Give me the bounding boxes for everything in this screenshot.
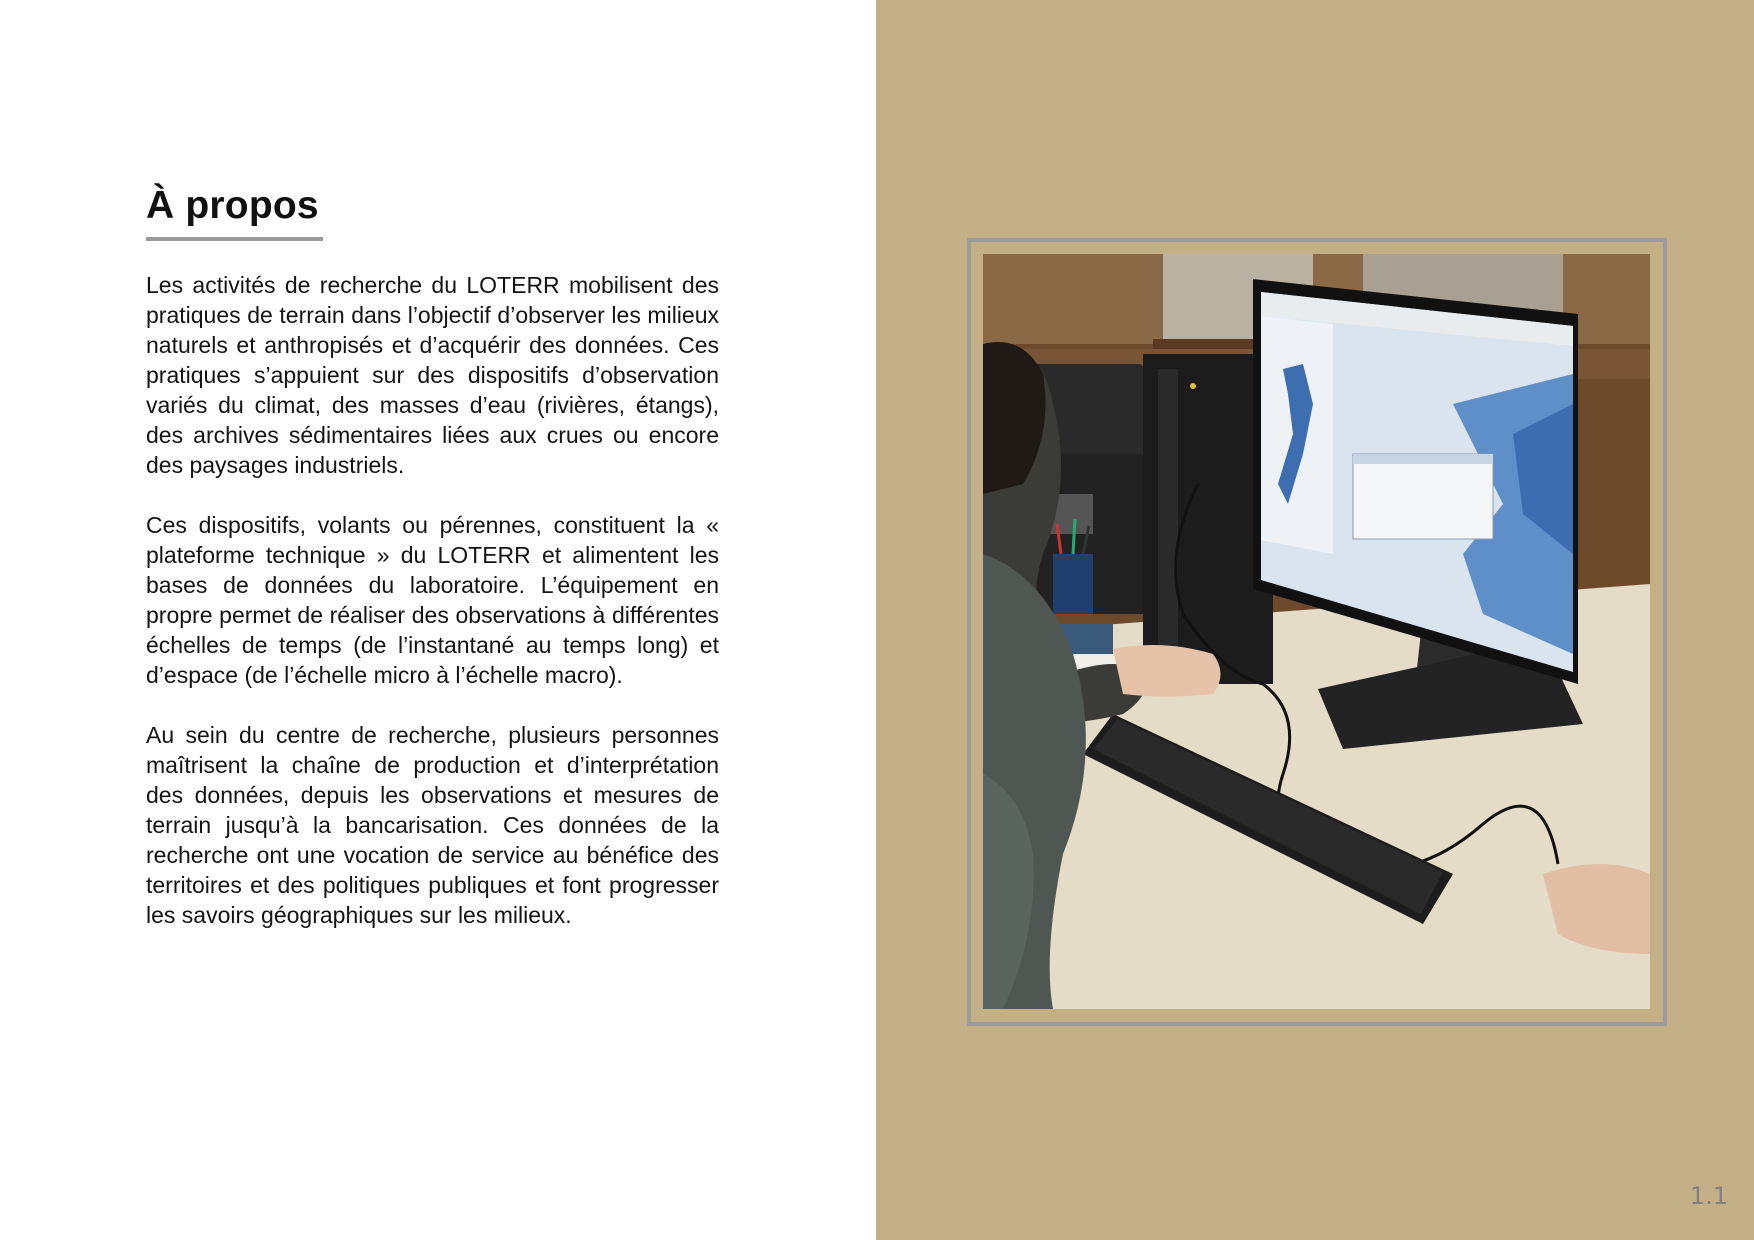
paragraph-3: Au sein du centre de recherche, plusieurs personnes maîtrisent la chaîne de production et d’interprétation des données, depuis les observations et mesures de terrain jusqu’à la bancarisation. Ces données de la recherche ont une vocation de service au bénéfice des territoires et des politiques publiques et font progresser les savoirs géographiques sur les milieux. bbox=[146, 722, 719, 928]
photo-illustration bbox=[983, 254, 1650, 1009]
page-number: 1.1 bbox=[1689, 1182, 1728, 1210]
paragraph-2: Ces dispositifs, volants ou pérennes, constituent la « plateforme technique » du LOTERR et alimentent les bases de données du laboratoire. L’équipement en propre permet de réaliser des observations à différentes échelles de temps (de l’instantané au temps long) et d’espace (de l’échelle micro à l’échelle macro). bbox=[146, 512, 719, 688]
paragraph-1: Les activités de recherche du LOTERR mobilisent des pratiques de terrain dans l’objectif d’observer les milieux naturels et anthropisés et d’acquérir des données. Ces pratiques s’appuient sur des dispositifs d’observation variés du climat, des masses d’eau (rivières, étangs), des archives sédimentaires liées aux crues ou encore des paysages industriels. bbox=[146, 272, 719, 478]
title-underline bbox=[146, 237, 323, 241]
body-text bbox=[146, 270, 719, 960]
page-title: À propos bbox=[146, 184, 319, 227]
left-page bbox=[0, 0, 876, 1240]
photo-person-at-computer bbox=[983, 254, 1650, 1009]
